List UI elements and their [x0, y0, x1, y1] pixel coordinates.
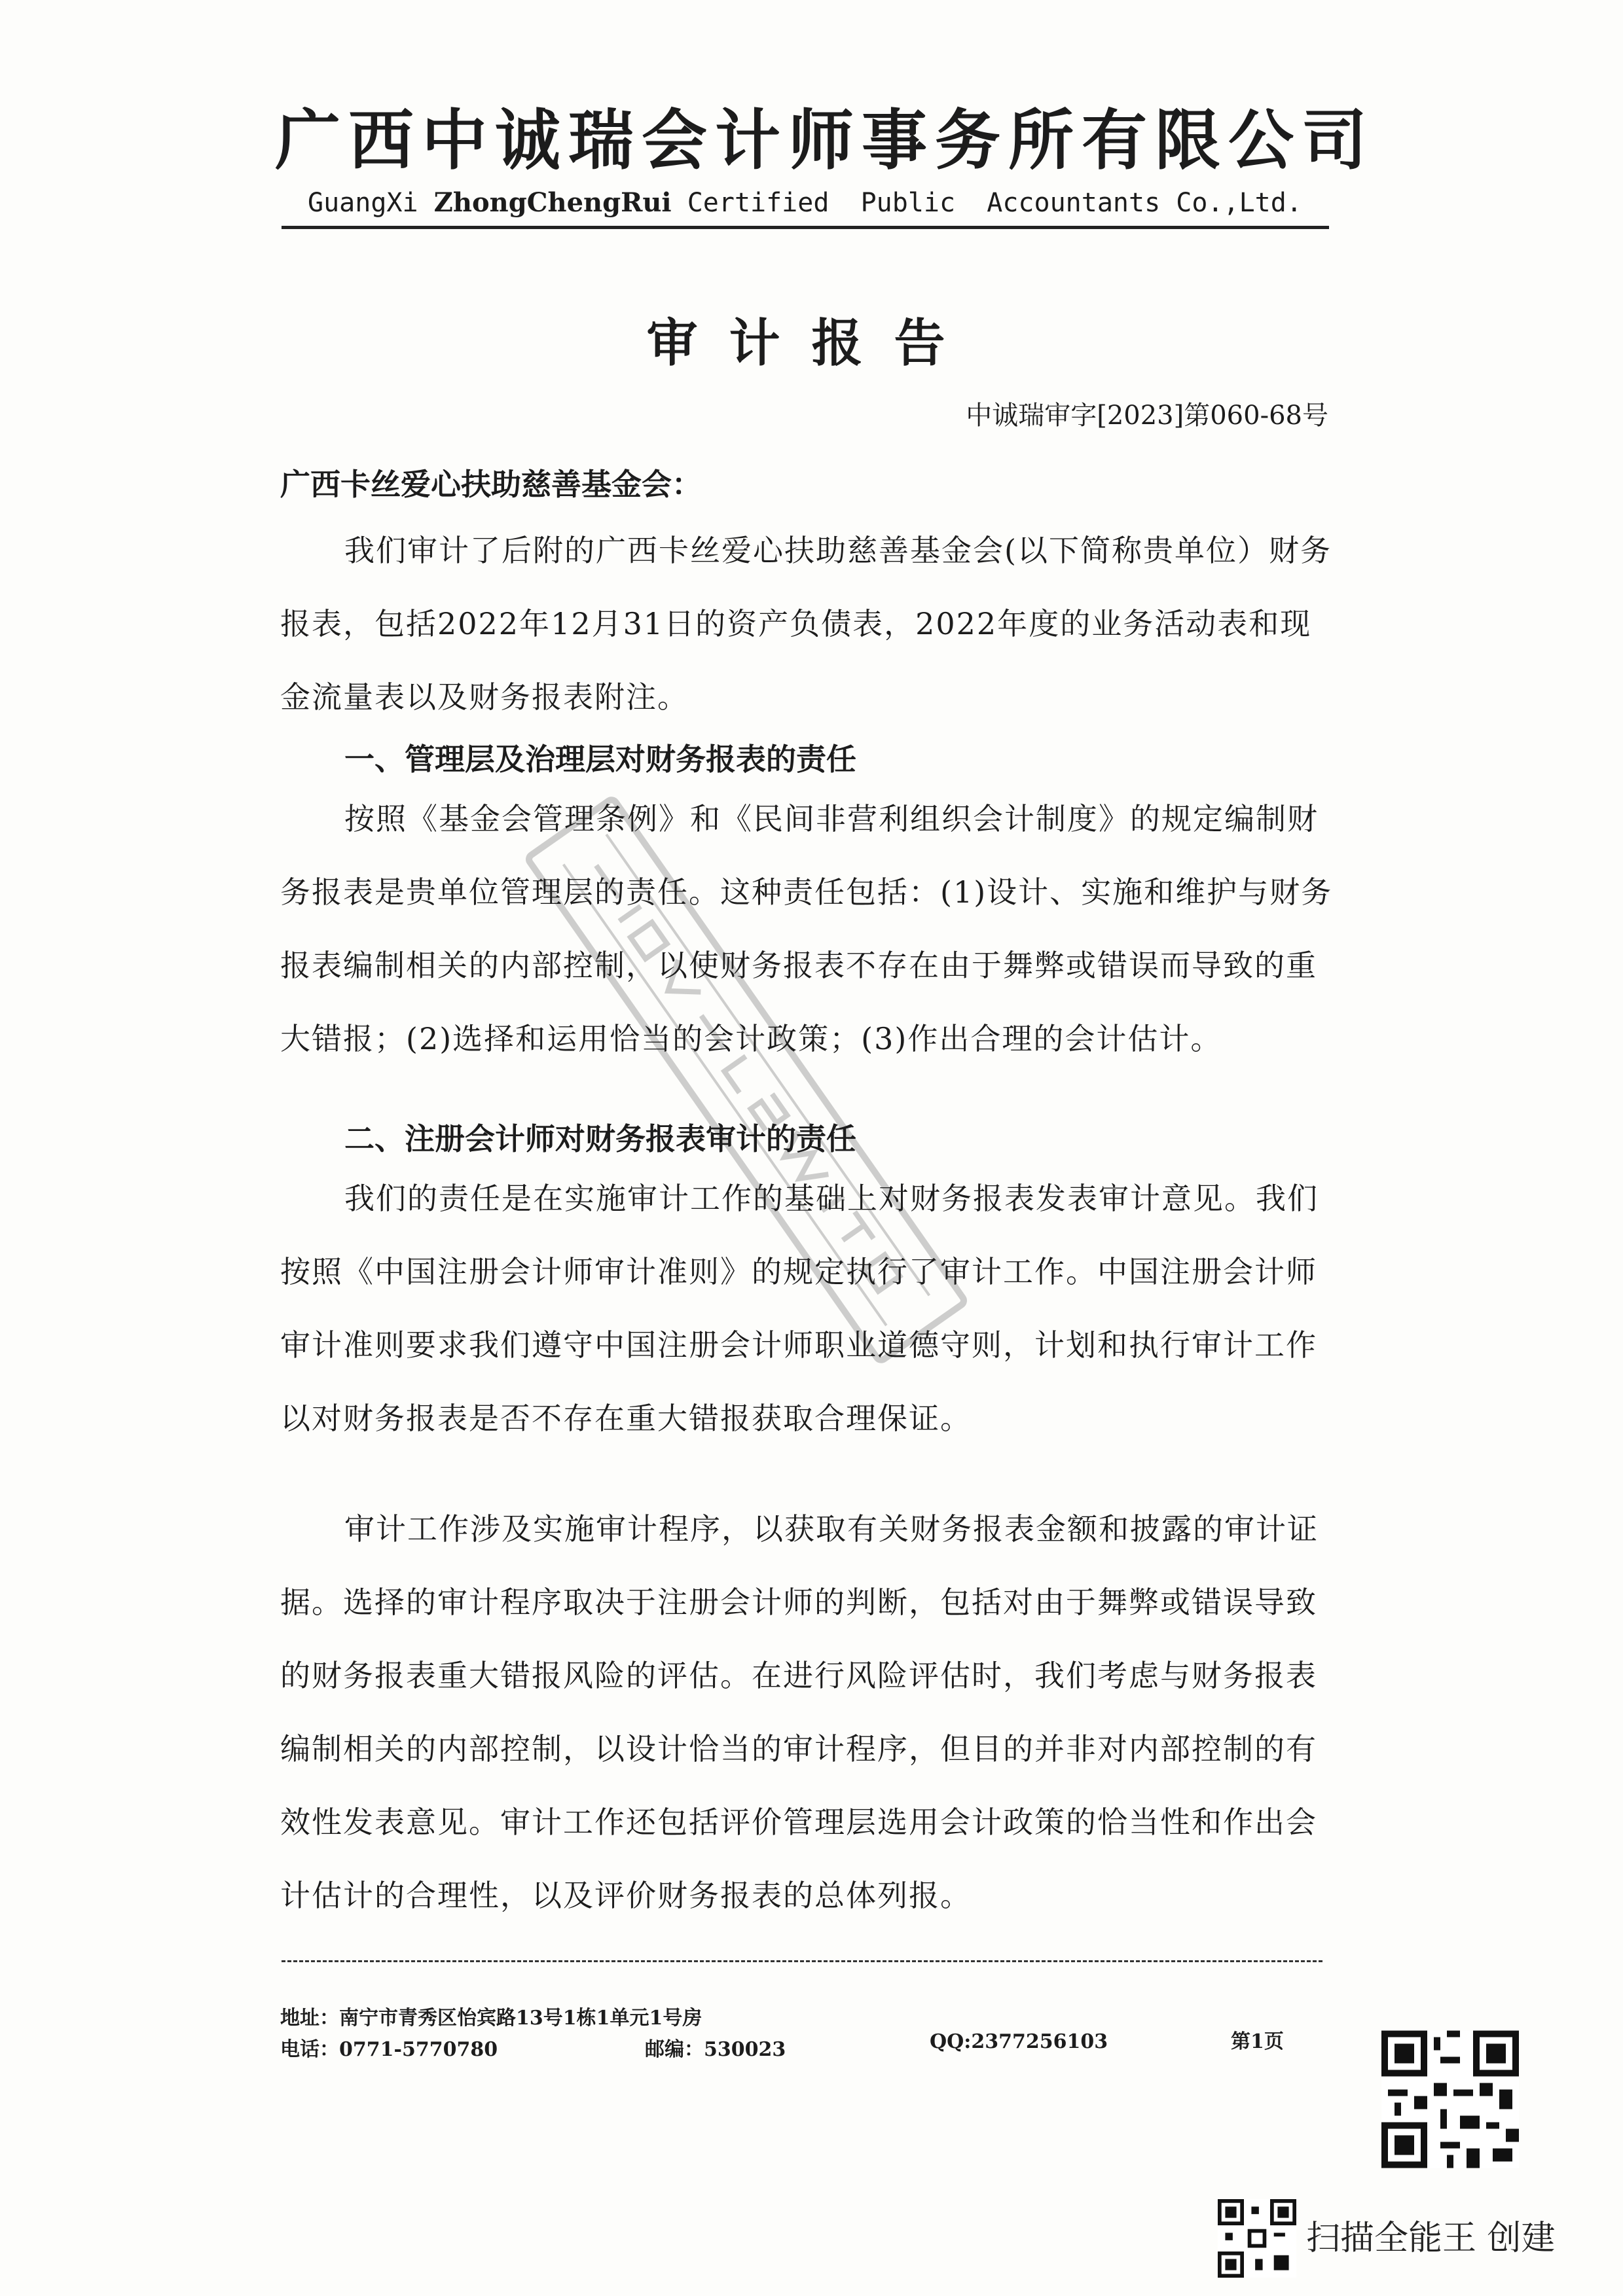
addressee: 广西卡丝爱心扶助慈善基金会： [280, 467, 702, 502]
section1-paragraph: 按照《基金会管理条例》和《民间非营利组织会计制度》的规定编制财务报表是贵单位管理层的责任。这种责任包括：(1)设计、实施和维护与财务报表编制相关的内部控制，以使财务报表不存在由于舞弊或错误而导致的重大错报；(2)选择和运用恰当的会计政策；(3)作出合理的会计估计。 [280, 801, 1333, 1056]
firm-name-en [308, 187, 1329, 219]
footer-qq: QQ:2377256103 [930, 2030, 1108, 2053]
footer-page-number: 第1页 [1231, 2030, 1284, 2053]
reference-number: 中诚瑞审字[2023]第060-68号 [966, 401, 1328, 431]
qr-code-icon [1381, 2029, 1519, 2170]
footer-phone: 电话：0771-5770780 [280, 2038, 498, 2061]
footer-divider [282, 1960, 1322, 1962]
firm-name-en-prefix: GuangXi [308, 188, 434, 218]
firm-name-en-bold: ZhongChengRui [433, 187, 672, 218]
intro-paragraph: 我们审计了后附的广西卡丝爱心扶助慈善基金会(以下简称贵单位）财务报表，包括2022年12月31日的资产负债表，2022年度的业务活动表和现金流量表以及财务报表附注。 [280, 533, 1332, 715]
section2-paragraph-1: 我们的责任是在实施审计工作的基础上对财务报表发表审计意见。我们按照《中国注册会计师审计准则》的规定执行了审计工作。中国注册会计师审计准则要求我们遵守中国注册会计师职业道德守则，计划和执行审计工作以对财务报表是否不存在重大错报获取合理保证。 [280, 1181, 1319, 1436]
section1-heading: 一、管理层及治理层对财务报表的责任 [344, 742, 856, 777]
scanner-app-qr-icon [1218, 2199, 1296, 2278]
letterhead-divider [282, 226, 1329, 229]
firm-name-cn: 广西中诚瑞会计师事务所有限公司 [275, 102, 1375, 179]
report-title: 审计报告 [646, 314, 977, 373]
footer-postcode: 邮编：530023 [645, 2038, 786, 2061]
footer-address: 地址：南宁市青秀区怡宾路13号1栋1单元1号房 [280, 2007, 702, 2030]
firm-name-en-suffix: Certified Public Accountants Co.,Ltd. [671, 188, 1302, 218]
section2-paragraph-2: 审计工作涉及实施审计程序，以获取有关财务报表金额和披露的审计证据。选择的审计程序取决于注册会计师的判断，包括对由于舞弊或错误导致的财务报表重大错报风险的评估。在进行风险评估时，我们考虑与财务报表编制相关的内部控制，以设计恰当的审计程序，但目的并非对内部控制的有效性发表意见。审计工作还包括评价管理层选用会计政策的恰当性和作出会计估计的合理性，以及评价财务报表的总体列报。 [280, 1511, 1319, 1913]
section2-heading: 二、注册会计师对财务报表审计的责任 [344, 1121, 856, 1157]
scanner-app-label: 扫描全能王 创建 [1306, 2219, 1556, 2258]
